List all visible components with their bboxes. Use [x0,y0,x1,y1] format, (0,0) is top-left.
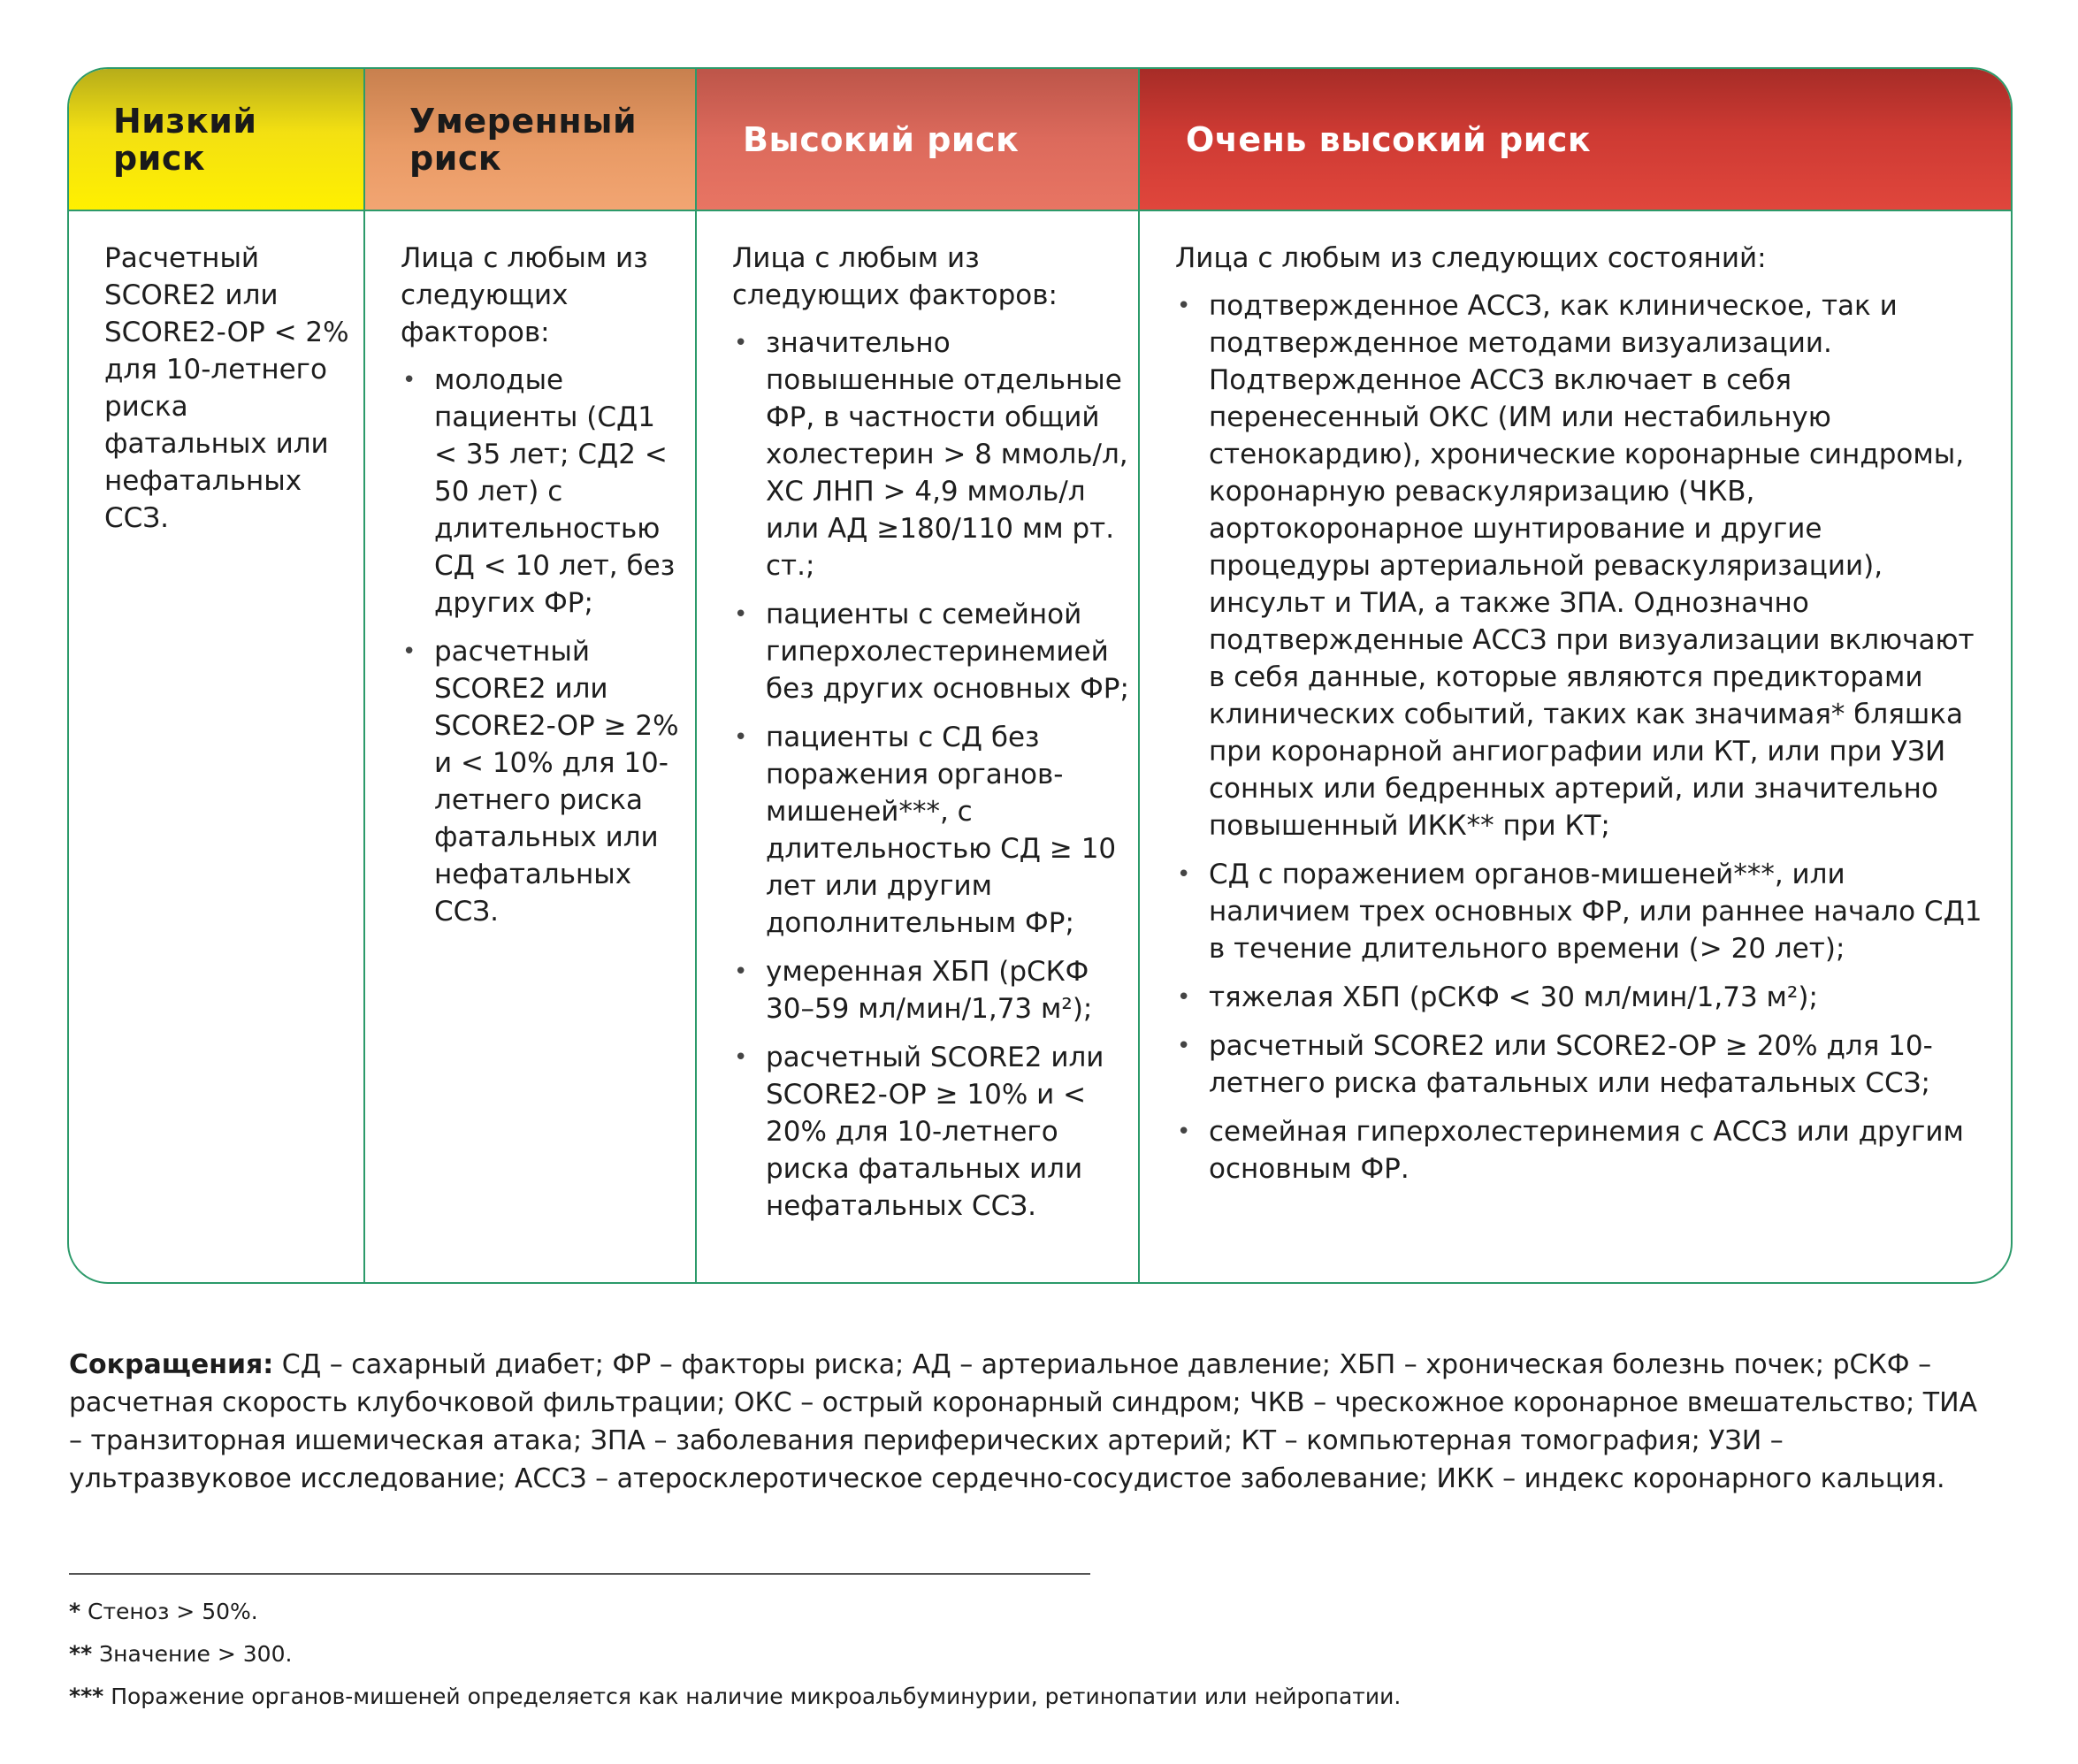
list-item: • умеренная ХБП (рСКФ 30–59 мл/мин/1,73 м²); [732,953,1131,1027]
low-risk-text: Расчетный SCORE2 или SCORE2-OP < 2% для 10-летнего риска фатальных или нефатальных ССЗ. [104,242,349,534]
cell-low-risk [69,211,363,537]
footnote [69,1599,258,1625]
footnote-mark: * [69,1599,81,1624]
header-low-risk [69,69,363,211]
header-very-high-risk-label: Очень высокий риск [1186,119,1592,159]
abbreviations [69,1346,1997,1498]
list-item: • молодые пациенты (СД1 < 35 лет; СД2 < 50 лет) с длительностью СД < 10 лет, без других ФР; [401,362,686,622]
moderate-risk-list [401,362,686,930]
list-item: • семейная гиперхолестеринемия с АССЗ или другим основным ФР. [1175,1113,1988,1187]
list-item: • пациенты с СД без поражения органов-мишеней***, с длительностью СД ≥ 10 лет или другим дополнительным ФР; [732,719,1131,942]
cell-moderate-risk [365,211,695,930]
list-item: • СД с поражением органов-мишеней***, или наличием трех основных ФР, или раннее начало СД1 в течение длительного времени (> 20 лет); [1175,856,1988,967]
cell-high-risk [697,211,1138,1225]
header-high-risk [697,69,1138,211]
abbreviations-text: СД – сахарный диабет; ФР – факторы риска; АД – артериальное давление; ХБП – хроническая болезнь почек; рСКФ – расчетная скорость клубочковой фильтрации; ОКС – острый коронарный синдром; ЧКВ – чрескожное коронарное вмешательство; ТИА – транзиторная ишемическая атака; ЗПА – заболевания периферических артерий; КТ – компьютерная томография; УЗИ – ультразвуковое исследование; АССЗ – атеросклеротическое сердечно-сосудистое заболевание; ИКК – индекс коронарного кальция. [69,1349,1978,1494]
very-high-risk-intro: Лица с любым из следующих состояний: [1175,242,1767,274]
cell-very-high-risk [1140,211,2013,1187]
header-low-risk-label: Низкий риск [113,101,257,178]
header-very-high-risk [1140,69,2013,211]
list-item: • значительно повышенные отдельные ФР, в частности общий холестерин > 8 ммоль/л, ХС ЛНП > 4,9 ммоль/л или АД ≥180/110 мм рт. ст.; [732,325,1131,584]
header-moderate-risk-label: Умеренный риск [409,101,638,178]
footnote-text: Поражение органов-мишеней определяется как наличие микроальбуминурии, ретинопатии или нейропатии. [111,1684,1402,1709]
column-very-high-risk [1138,69,2013,1282]
footnote-text: Стеноз > 50%. [88,1599,258,1624]
list-item: • расчетный SCORE2 или SCORE2-OP ≥ 10% и < 20% для 10-летнего риска фатальных или нефатальных ССЗ. [732,1039,1131,1225]
moderate-risk-intro: Лица с любым из следующих факторов: [401,242,648,348]
footnote [69,1684,1401,1710]
risk-table [67,67,2013,1284]
list-item: • пациенты с семейной гиперхолестеринемией без других основных ФР; [732,596,1131,707]
very-high-risk-list [1175,287,1988,1187]
high-risk-list [732,325,1131,1225]
column-moderate-risk [363,69,695,1282]
list-item: • расчетный SCORE2 или SCORE2-OP ≥ 2% и < 10% для 10-летнего риска фатальных или нефатальных ССЗ. [401,633,686,930]
high-risk-intro: Лица с любым из следующих факторов: [732,242,1058,311]
footnote-divider [69,1573,1090,1575]
column-low-risk [69,69,363,1282]
list-item: • тяжелая ХБП (рСКФ < 30 мл/мин/1,73 м²); [1175,979,1988,1016]
footnote-mark: ** [69,1641,93,1667]
list-item: • расчетный SCORE2 или SCORE2-OP ≥ 20% для 10-летнего риска фатальных или нефатальных ССЗ; [1175,1027,1988,1102]
footnote [69,1641,292,1668]
header-moderate-risk [365,69,695,211]
header-high-risk-label: Высокий риск [743,119,1020,159]
footnote-mark: *** [69,1684,104,1709]
column-high-risk [695,69,1138,1282]
abbreviations-label: Сокращения: [69,1349,274,1380]
list-item: • подтвержденное АССЗ, как клиническое, так и подтвержденное методами визуализации. Подтвержденное АССЗ включает в себя перенесенный ОКС (ИМ или нестабильную стенокардию), хронические коронарные синдромы, коронарную реваскуляризацию (ЧКВ, аортокоронарное шунтирование и другие процедуры артериальной реваскуляризации), инсульт и ТИА, а также ЗПА. Однозначно подтвержденные АССЗ при визуализации включают в себя данные, которые являются предикторами клинических событий, таких как значимая* бляшка при коронарной ангиографии или КТ, или при УЗИ сонных или бедренных артерий, или значительно повышенный ИКК** при КТ; [1175,287,1988,844]
footnote-text: Значение > 300. [99,1641,293,1667]
